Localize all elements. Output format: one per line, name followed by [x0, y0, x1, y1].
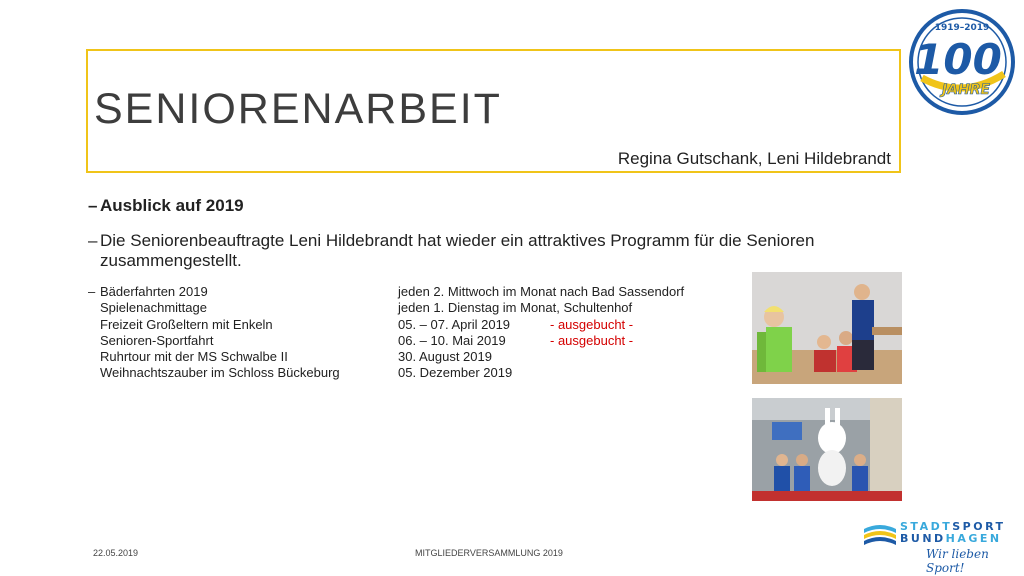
- anniversary-logo-icon: [908, 8, 1016, 116]
- program-name: Senioren-Sportfahrt: [100, 332, 214, 348]
- program-name: Freizeit Großeltern mit Enkeln: [100, 316, 273, 332]
- brand-line2a: BUND: [900, 532, 946, 545]
- title-box: [86, 49, 901, 173]
- photo-seniors-illustration: [752, 272, 902, 384]
- brand-line1a: STADT: [900, 520, 953, 533]
- brand-line1b: SPORT: [952, 520, 1006, 533]
- program-date: 06. – 10. Mai 2019: [398, 332, 506, 348]
- photo-seniors-group: [752, 272, 902, 384]
- logo-number: 100: [914, 35, 1002, 84]
- program-date: 05. Dezember 2019: [398, 365, 513, 381]
- bullet-intro: – Die Seniorenbeauftragte Leni Hildebrandt hat wieder ein attraktives Programm für die Senioren zusammengestellt.: [88, 231, 868, 271]
- program-note: - ausgebucht -: [550, 332, 634, 348]
- program-date: jeden 2. Mittwoch im Monat nach Bad Sassendorf: [398, 284, 685, 299]
- brand-slogan: Wir lieben Sport!: [926, 547, 989, 575]
- program-date: jeden 1. Dienstag im Monat, Schultenhof: [398, 300, 633, 316]
- brand-name: [900, 521, 1006, 545]
- stadtsportbund-logo: [862, 520, 1012, 575]
- footer-event: MITGLIEDERVERSAMMLUNG 2019: [415, 548, 563, 558]
- program-name: Ruhrtour mit der MS Schwalbe II: [100, 349, 288, 365]
- program-date: 30. August 2019: [398, 349, 492, 365]
- program-name: Spielenachmittage: [100, 300, 207, 316]
- photo-mascot-group: [752, 398, 902, 501]
- slide-content: [88, 196, 868, 382]
- program-list: [88, 284, 868, 382]
- program-name: – Bäderfahrten 2019: [100, 284, 208, 299]
- program-name: Weihnachtszauber im Schloss Bückeburg: [100, 365, 340, 381]
- brand-line2b: HAGEN: [945, 532, 1002, 545]
- footer-date: 22.05.2019: [93, 548, 139, 558]
- slide-subtitle: Regina Gutschank, Leni Hildebrandt: [617, 149, 891, 168]
- bullet-outlook: – Ausblick auf 2019: [88, 196, 868, 216]
- program-date: 05. – 07. April 2019: [398, 316, 511, 332]
- photo-mascot-illustration: [752, 398, 902, 501]
- stadtsportbund-logo-icon: [862, 523, 898, 547]
- slide-title: SENIORENARBEIT: [94, 85, 502, 133]
- logo-word: JAHRE: [941, 82, 991, 98]
- program-note: - ausgebucht -: [550, 316, 634, 332]
- logo-years: 1919–2019: [934, 23, 990, 33]
